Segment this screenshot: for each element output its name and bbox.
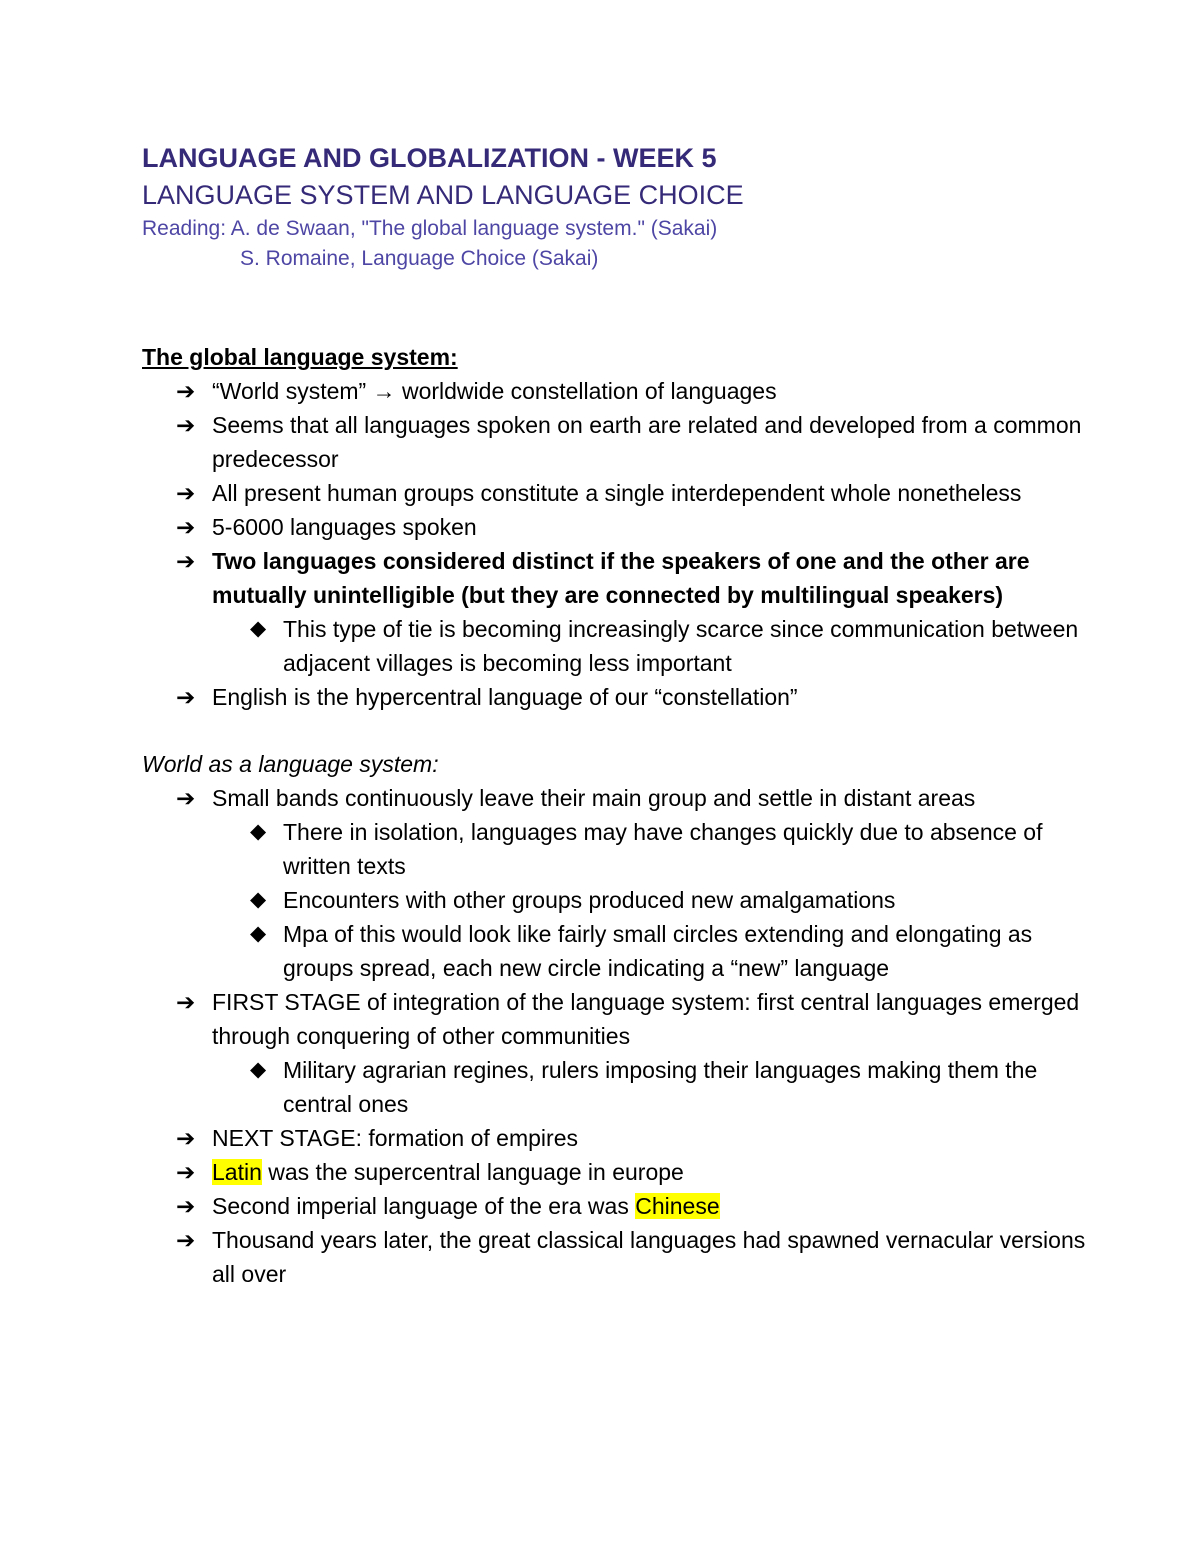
list-item-text: English is the hypercentral language of our “constellation” [212, 684, 798, 710]
sub-list-item [142, 815, 1102, 883]
diamond-icon: ◆ [250, 922, 267, 945]
section-heading-world-language-system: World as a language system: [142, 751, 439, 777]
list-item [142, 374, 1102, 408]
list-item-text: was the supercentral language in europe [261, 1159, 684, 1185]
section-heading-global-language-system: The global language system: [142, 344, 458, 370]
sub-list-item-text: This type of tie is becoming increasingly scarce since communication between adjacent villages is becoming less important [283, 616, 1079, 676]
arrow-icon: ➔ [176, 548, 196, 574]
sub-list-item [142, 883, 1102, 917]
sub-list-item [142, 917, 1102, 985]
sub-list-item-text: Military agrarian regines, rulers imposing their languages making them the central ones [283, 1057, 1038, 1117]
reading-line-2: S. Romaine, Language Choice (Sakai) [240, 247, 599, 270]
list-item [142, 476, 1102, 510]
list-item-text: Second imperial language of the era was [212, 1193, 636, 1219]
diamond-icon: ◆ [250, 888, 267, 911]
list-item [142, 408, 1102, 476]
list-item-text: Small bands continuously leave their main group and settle in distant areas [212, 785, 976, 811]
arrow-icon: ➔ [176, 480, 196, 506]
sub-list-item-text: Mpa of this would look like fairly small circles extending and elongating as groups spread, each new circle indicating a “new” language [283, 921, 1033, 981]
arrow-icon: ➔ [176, 412, 196, 438]
highlight-chinese: Chinese [635, 1193, 720, 1219]
sub-list-item-text: Encounters with other groups produced new amalgamations [283, 887, 896, 913]
list-item [142, 1121, 1102, 1155]
sub-list-item-text: There in isolation, languages may have changes quickly due to absence of written texts [283, 819, 1043, 879]
list-item-text: Seems that all languages spoken on earth are related and developed from a common predecessor [212, 412, 1082, 472]
list-item-text: “World system” → worldwide constellation of languages [212, 378, 777, 404]
list-item [142, 1189, 1102, 1223]
arrow-icon: ➔ [176, 1193, 196, 1219]
arrow-icon: ➔ [176, 1125, 196, 1151]
arrow-icon: ➔ [176, 785, 196, 811]
sub-list-item [142, 1053, 1102, 1121]
list-item [142, 510, 1102, 544]
arrow-icon: ➔ [176, 1227, 196, 1253]
arrow-icon: ➔ [176, 1159, 196, 1185]
list-item [142, 544, 1102, 612]
list-item [142, 1155, 1102, 1189]
document-title: LANGUAGE AND GLOBALIZATION - WEEK 5 [142, 143, 717, 173]
diamond-icon: ◆ [250, 1058, 267, 1081]
document-subtitle: LANGUAGE SYSTEM AND LANGUAGE CHOICE [142, 180, 744, 210]
arrow-icon: ➔ [176, 514, 196, 540]
list-item-text: 5-6000 languages spoken [212, 514, 477, 540]
list-item-text: All present human groups constitute a single interdependent whole nonetheless [212, 480, 1022, 506]
list-item-text: NEXT STAGE: formation of empires [212, 1125, 578, 1151]
list-item [142, 1223, 1102, 1291]
document-page [142, 140, 1102, 1291]
arrow-icon: ➔ [176, 378, 196, 404]
list-item [142, 781, 1102, 815]
diamond-icon: ◆ [250, 617, 267, 640]
arrow-icon: ➔ [176, 684, 196, 710]
sub-list-item [142, 612, 1102, 680]
list-item-text: Thousand years later, the great classical languages had spawned vernacular versions all over [212, 1227, 1086, 1287]
list-item-text: FIRST STAGE of integration of the language system: first central languages emerged through conquering of other communities [212, 989, 1080, 1049]
list-item [142, 680, 1102, 714]
reading-line-1: Reading: A. de Swaan, "The global language system." (Sakai) [142, 217, 718, 240]
arrow-icon: ➔ [176, 989, 196, 1015]
diamond-icon: ◆ [250, 820, 267, 843]
list-item [142, 985, 1102, 1053]
list-item-text: Two languages considered distinct if the speakers of one and the other are mutually unintelligible (but they are connected by multilingual speakers) [212, 548, 1030, 608]
highlight-latin: Latin [212, 1159, 262, 1185]
